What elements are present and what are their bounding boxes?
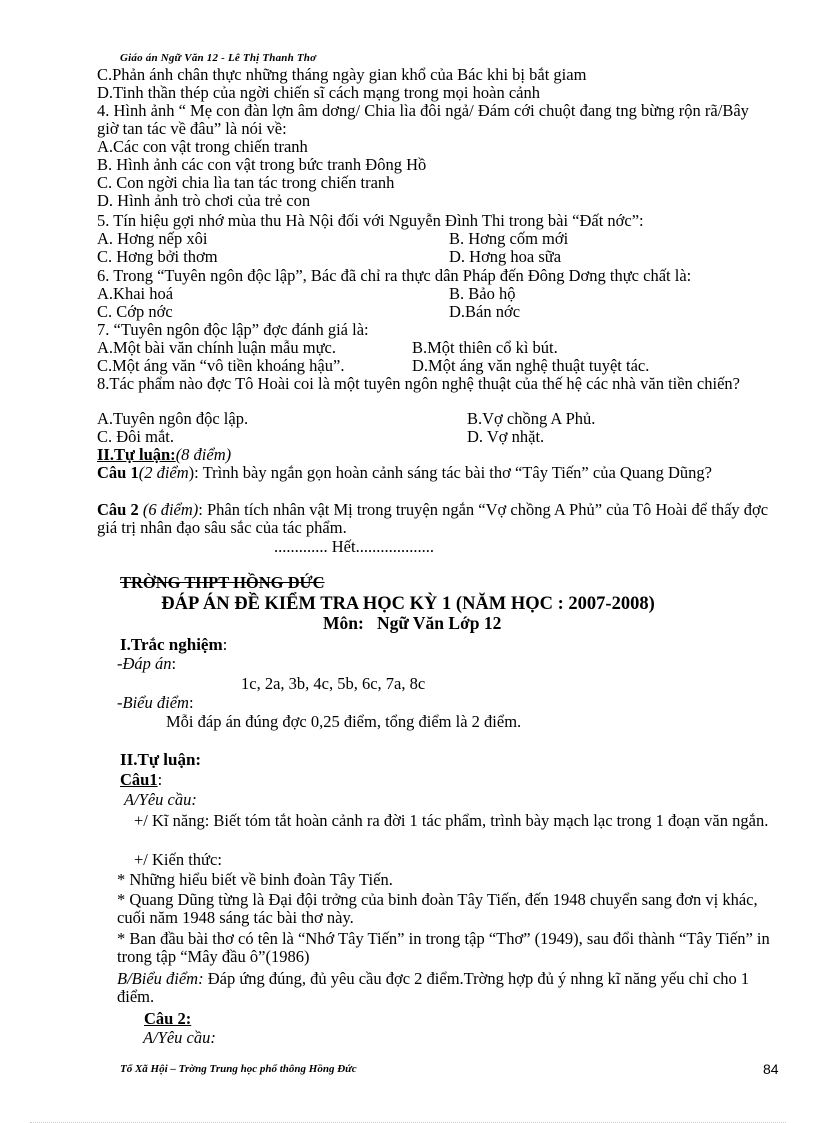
essay-q2-text: : Phân tích nhân vật Mị trong truyện ngắn “Vợ chồng A Phủ” của Tô Hoài để thấy đợc giá trị nhân đạo sâu sắc của tác phẩm. [97,500,769,537]
subject-value: Ngữ Văn Lớp 12 [376,613,502,633]
question-8: 8.Tác phẩm nào đợc Tô Hoài coi là một tuyên ngôn nghệ thuật của thế hệ các nhà văn tiền chiến? [97,374,740,393]
option-5d: D. Hơng hoa sữa [449,247,562,266]
option-6d: D.Bán nớc [449,302,521,321]
option-5c: C. Hơng bởi thơm [97,247,218,266]
part1-heading [120,636,227,654]
option-4d: D. Hình ảnh trò chơi của trẻ con [97,191,311,210]
dap-an-label [117,655,176,673]
option-8b: B.Vợ chồng A Phủ. [467,409,596,428]
question-4: 4. Hình ảnh “ Mẹ con đàn lợn âm dơng/ Chia lìa đôi ngả/ Đám cới chuột đang tng bừng rộn rã/Bây giờ tan tác về đâu” là nói về: [97,101,749,138]
essay-q1-label: Câu 1 [97,463,139,482]
b-label: B/Biểu điểm: [117,969,204,988]
essay-question-1 [97,464,774,482]
dap-an-label-text: -Đáp án [117,654,172,673]
ki-nang: +/ Kĩ năng: Biết tóm tắt hoàn cảnh ra đời 1 tác phẩm, trình bày mạch lạc trong 1 đoạn văn ngắn. [134,811,769,830]
bullet-2: * Quang Dũng từng là Đại đội trởng của binh đoàn Tây Tiến, đến 1948 chuyển sang đơn vị khác, cuối năm 1948 sáng tác bài thơ này. [117,890,758,927]
option-7d: D.Một áng văn nghệ thuật tuyệt tác. [412,356,650,375]
essay-q2-label: Câu 2 [97,500,139,519]
bieu-diem-colon: : [188,693,194,712]
end-word: Hết [331,537,356,556]
option-5a: A. Hơng nếp xôi [97,229,208,248]
dap-an-colon: : [171,654,177,673]
option-6c: C. Cớp nớc [97,302,173,321]
cau2-heading: Câu 2: [144,1009,192,1028]
option-7b: B.Một thiên cổ kì bút. [412,338,558,357]
essay-heading-label: II.Tự luận: [97,445,176,464]
part1-heading-colon: : [222,635,228,654]
b-text: Đáp ứng đúng, đủ yêu cầu đợc 2 điểm.Trờng hợp đủ ý nhng kĩ năng yếu chỉ cho 1 điểm. [117,969,750,1006]
option-7c: C.Một áng văn “vô tiền khoáng hậu”. [97,356,345,375]
option-3d: D.Tinh thần thép của ngời chiến sĩ cách mạng trong mọi hoàn cảnh [97,83,540,102]
question-5: 5. Tín hiệu gợi nhớ mùa thu Hà Nội đối với Nguyễn Đình Thi trong bài “Đất nớc”: [97,211,644,230]
bieu-diem-label-text: -Biểu điểm [117,693,189,712]
kien-thuc: +/ Kiến thức: [134,850,222,869]
cau1-heading [120,771,162,789]
option-8c: C. Đôi mắt. [97,427,174,446]
cau1-yeu-cau: A/Yêu cầu: [124,790,197,809]
cau1-colon: : [157,770,163,789]
essay-q1-text: ): Trình bày ngắn gọn hoàn cảnh sáng tác bài thơ “Tây Tiến” của Quang Dũng? [188,463,712,482]
running-header: Giáo án Ngữ Văn 12 - Lê Thị Thanh Thơ [120,52,317,64]
option-7a: A.Một bài văn chính luận mẫu mực. [97,338,336,357]
option-4c: C. Con ngời chia lìa tan tác trong chiến tranh [97,173,395,192]
bullet-1: * Những hiểu biết về binh đoàn Tây Tiến. [117,870,393,889]
end-dots-right: ................... [355,537,434,556]
school-name: TRỜNG THPT HỒNG ĐỨC [120,573,325,592]
option-6b: B. Bảo hộ [449,284,516,303]
answer-title: ĐÁP ÁN ĐỀ KIỂM TRA HỌC KỲ 1 (NĂM HỌC : 2007-2008) [161,594,655,614]
bieu-diem-label [117,694,194,712]
bieu-diem-cau1 [117,970,774,1006]
option-8a: A.Tuyên ngôn độc lập. [97,409,249,428]
question-7: 7. “Tuyên ngôn độc lập” đợc đánh giá là: [97,320,369,339]
end-dots-left: ............. [274,537,328,556]
option-4b: B. Hình ảnh các con vật trong bức tranh Đông Hồ [97,155,427,174]
essay-q1-points: (2 điểm [138,463,189,482]
part2-heading: II.Tự luận: [120,750,202,769]
essay-heading-points: (8 điểm) [175,445,232,464]
cau2-yeu-cau: A/Yêu cầu: [143,1028,216,1047]
option-4a: A.Các con vật trong chiến tranh [97,137,308,156]
essay-q2-points: (6 điểm) [142,500,199,519]
end-marker [274,538,434,556]
essay-question-2 [97,501,774,537]
running-footer: Tổ Xã Hội – Trờng Trung học phổ thông Hồng Đức [120,1063,357,1075]
page-number: 84 [763,1061,779,1077]
bullet-3: * Ban đầu bài thơ có tên là “Nhớ Tây Tiến” in trong tập “Thơ” (1949), sau đổi thành “Tây Tiến” in trong tập “Mây đầu ô”(1986) [117,929,770,966]
option-3c: C.Phản ánh chân thực những tháng ngày gian khổ của Bác khi bị bắt giam [97,65,587,84]
option-5b: B. Hơng cốm mới [449,229,569,248]
cau1-label: Câu1 [120,770,158,789]
subject-line [323,614,501,632]
answer-key: 1c, 2a, 3b, 4c, 5b, 6c, 7a, 8c [241,674,426,693]
part1-heading-label: I.Trắc nghiệm [120,635,223,654]
option-8d: D. Vợ nhặt. [467,427,545,446]
question-6: 6. Trong “Tuyên ngôn độc lập”, Bác đã chỉ ra thực dân Pháp đến Đông Dơng thực chất là: [97,266,692,285]
option-6a: A.Khai hoá [97,284,174,303]
bieu-diem-text: Mỗi đáp án đúng đợc 0,25 điểm, tổng điểm là 2 điểm. [166,712,522,731]
essay-heading [97,446,231,464]
subject-label: Môn: [323,613,364,633]
